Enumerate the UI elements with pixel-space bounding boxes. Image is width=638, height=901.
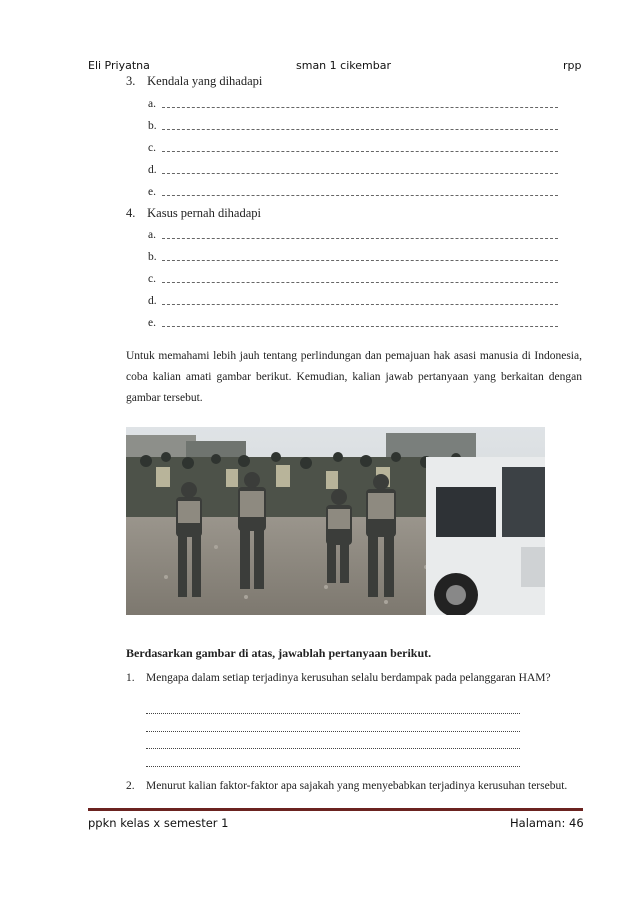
header-doc: rpp bbox=[563, 59, 582, 72]
question-text: Mengapa dalam setiap terjadinya kerusuhan selalu berdampak pada pelanggaran HAM? bbox=[146, 672, 551, 684]
answer-line: c. bbox=[148, 273, 558, 285]
answer-line: a. bbox=[148, 229, 558, 241]
answer-line: b. bbox=[148, 120, 558, 132]
answer-dotted-line bbox=[146, 731, 520, 732]
answer-line: e. bbox=[148, 317, 558, 329]
intro-paragraph: Untuk memahami lebih jauh tentang perlindungan dan pemajuan hak asasi manusia di Indonesia, coba kalian amati gambar berikut. Kemudian, kalian jawab pertanyaan yang berkaitan dengan gambar tersebut. bbox=[126, 350, 582, 404]
answer-dotted-line bbox=[146, 766, 520, 767]
answer-line: a. bbox=[148, 98, 558, 110]
answer-dotted-line bbox=[146, 713, 520, 714]
answer-line: e. bbox=[148, 186, 558, 198]
footer-rule bbox=[88, 808, 583, 811]
question-number: 2. bbox=[126, 780, 135, 792]
section-title: Kendala yang dihadapi bbox=[147, 74, 263, 88]
answer-line: d. bbox=[148, 164, 558, 176]
riot-photo bbox=[126, 427, 545, 615]
answer-line: d. bbox=[148, 295, 558, 307]
section-heading-kendala bbox=[126, 74, 262, 89]
section-title: Kasus pernah dihadapi bbox=[147, 206, 261, 220]
header-school: sman 1 cikembar bbox=[296, 59, 391, 72]
section-heading-kasus bbox=[126, 206, 261, 221]
section-number: 4. bbox=[126, 206, 136, 220]
section-number: 3. bbox=[126, 74, 136, 88]
footer-left: ppkn kelas x semester 1 bbox=[88, 816, 229, 830]
question-text: Menurut kalian faktor-faktor apa sajakah yang menyebabkan terjadinya kerusuhan tersebut. bbox=[146, 780, 568, 792]
answer-line: c. bbox=[148, 142, 558, 154]
footer-page: Halaman: 46 bbox=[510, 816, 584, 830]
answer-line: b. bbox=[148, 251, 558, 263]
question-number: 1. bbox=[126, 672, 135, 684]
answer-dotted-line bbox=[146, 748, 520, 749]
header-author: Eli Priyatna bbox=[88, 59, 150, 72]
questions-instruction: Berdasarkan gambar di atas, jawablah pertanyaan berikut. bbox=[126, 646, 432, 660]
